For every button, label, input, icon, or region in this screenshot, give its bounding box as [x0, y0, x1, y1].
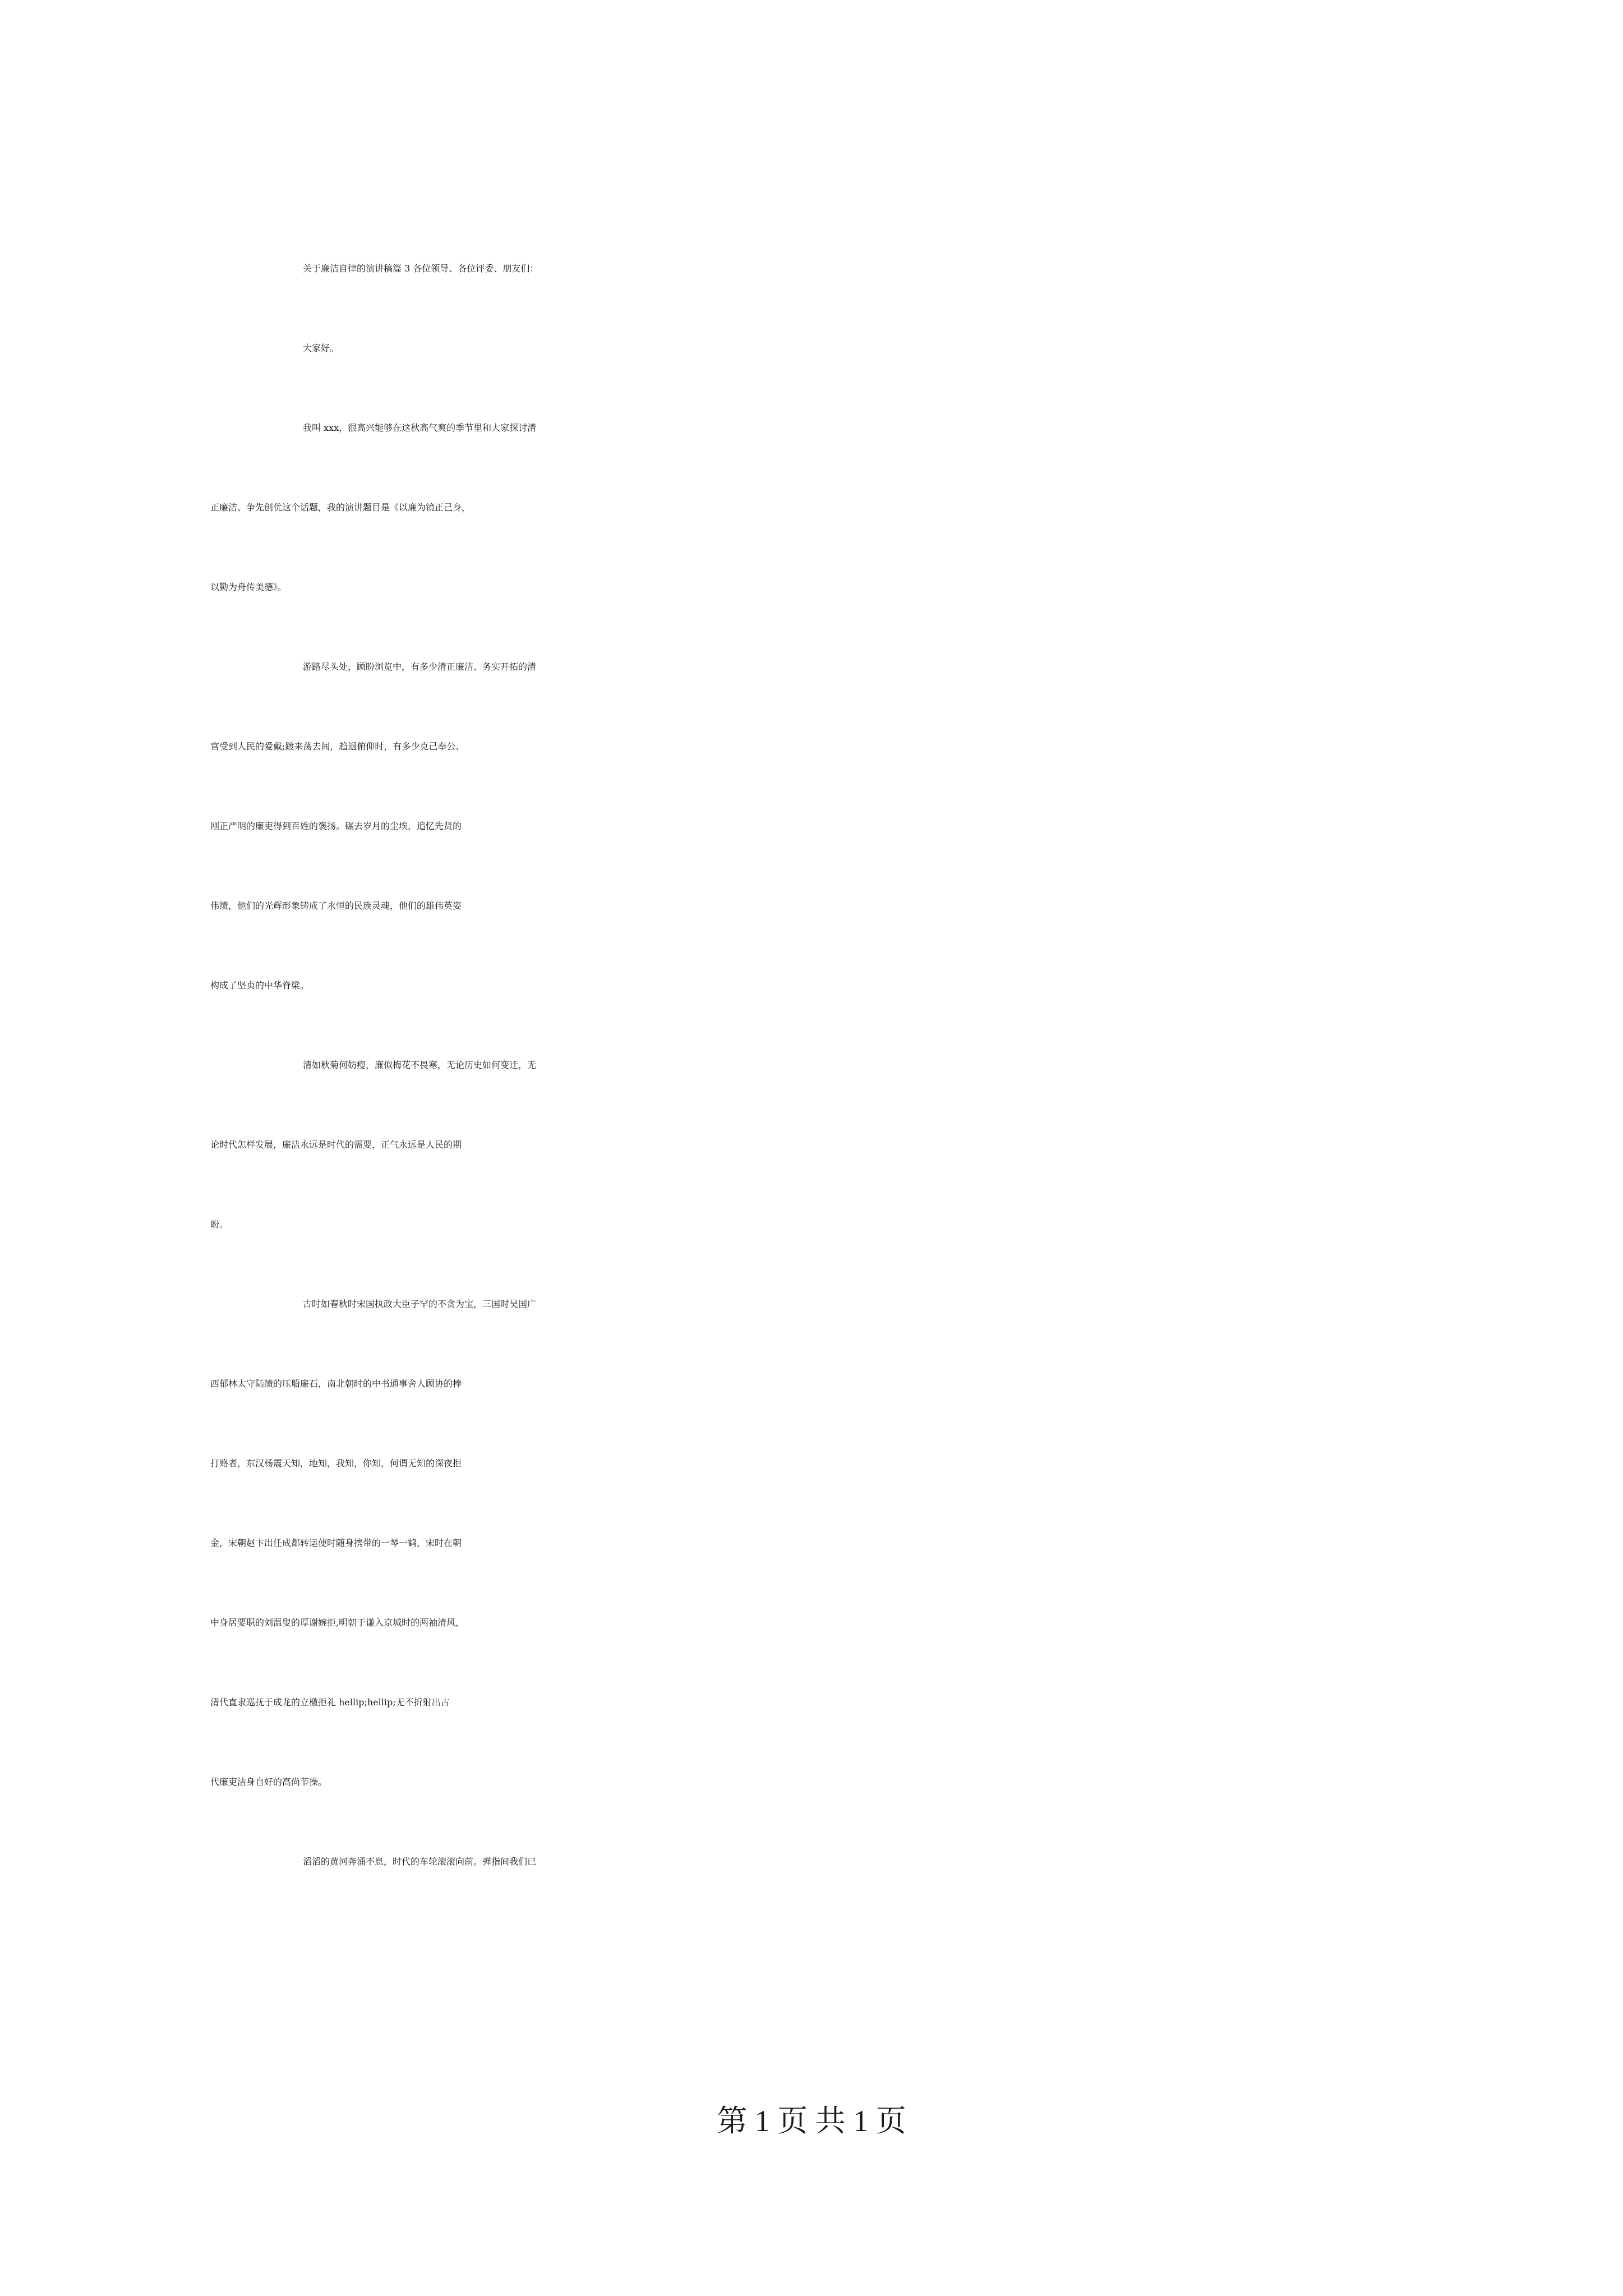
text-line: 古时如春秋时宋国执政大臣子罕的不贪为宝，三国时吴国广	[303, 1299, 537, 1309]
text-line: 清如秋菊何妨瘦，廉似梅花不畏寒，无论历史如何变迁，无	[303, 1060, 537, 1070]
text-line: 代廉吏洁身自好的高尚节操。	[210, 1777, 328, 1787]
text-line: 以勤为舟传美德》。	[210, 582, 287, 592]
text-line: 滔滔的黄河奔涌不息，时代的车轮滚滚向前。弹指间我们已	[303, 1856, 537, 1867]
text-line: 刚正严明的廉吏得到百姓的褒扬。碾去岁月的尘埃，追忆先贤的	[210, 821, 462, 831]
text-line: 金，宋朝赵卞出任成都转运使时随身携带的一琴一鹤，宋时在朝	[210, 1538, 462, 1548]
text-line: 伟绩，他们的光辉形象铸成了永恒的民族灵魂，他们的雄伟英姿	[210, 900, 462, 911]
text-line: 清代直隶巡抚于成龙的立檄拒礼 hellip;hellip;无不折射出古	[210, 1697, 450, 1708]
document-body	[210, 261, 1419, 1934]
text-line: 构成了坚贞的中华脊梁。	[210, 980, 310, 991]
text-line: 关于廉洁自律的演讲稿篇 3 各位领导、各位评委、朋友们：	[303, 263, 539, 274]
text-line: 盼。	[210, 1219, 229, 1230]
text-line: 我叫 xxx，很高兴能够在这秋高气爽的季节里和大家探讨清	[303, 422, 537, 433]
text-line: 官受到人民的爱戴;踱来荡去间，趋退俯仰时，有多少克己奉公、	[210, 741, 465, 752]
page-footer: 第 1 页 共 1 页	[717, 2104, 906, 2138]
text-line: 打赂者，东汉杨震天知，地知，我知，你知，何谓无知的深夜拒	[210, 1458, 462, 1469]
text-line: 大家好。	[303, 343, 339, 353]
text-line: 西郁林太守陆绩的压船廉石，南北朝时的中书通事舍人顾协的棒	[210, 1378, 462, 1389]
text-line: 中身居要职的刘温叟的厚谢婉拒,明朝于谦入京城时的两袖清风，	[210, 1617, 465, 1628]
text-line: 论时代怎样发展，廉洁永远是时代的需要，正气永远是人民的期	[210, 1139, 462, 1150]
text-line: 游路尽头处，顾盼浏览中，有多少清正廉洁、务实开拓的清	[303, 661, 537, 672]
text-line: 正廉洁、争先创优这个话题，我的演讲题目是《以廉为镜正己身，	[210, 502, 471, 513]
